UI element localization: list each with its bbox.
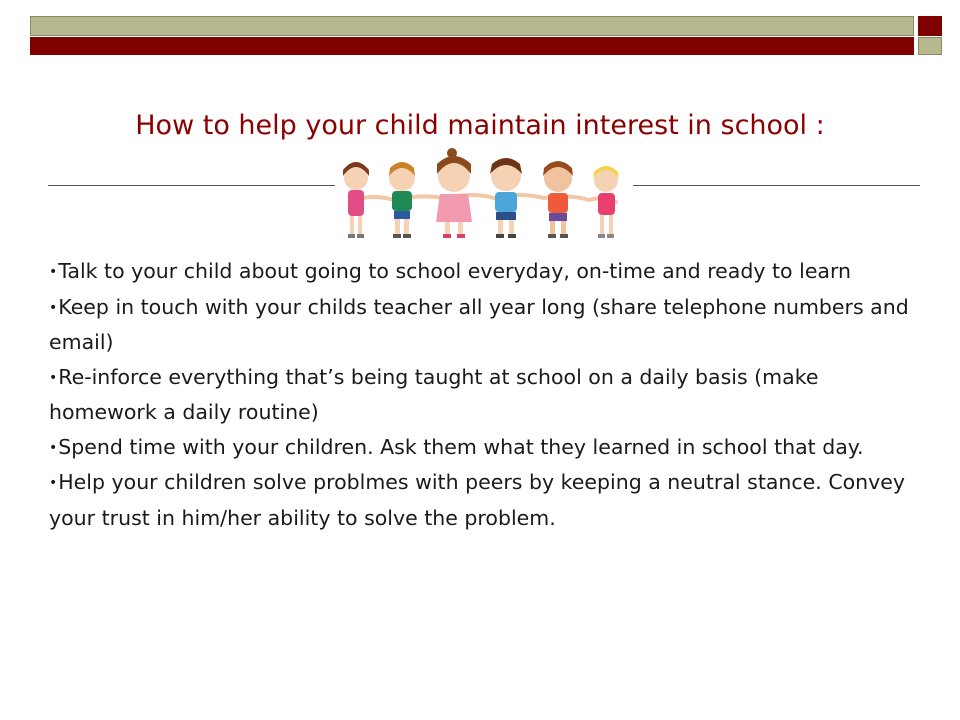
bullet-item: •Talk to your child about going to school everyday, on-time and ready to learn	[49, 259, 852, 283]
header-bar-olive	[30, 16, 914, 36]
bullet-dot-icon: •	[49, 439, 58, 456]
bullet-dot-icon: •	[49, 369, 58, 386]
bullet-list	[49, 254, 909, 535]
header-bar-maroon	[30, 37, 914, 55]
bullet-item: •Help your children solve problmes with peers by keeping a neutral stance. Convey your trust in him/her ability to solve the problem.	[49, 470, 906, 530]
child-figure	[436, 148, 472, 238]
bullet-dot-icon: •	[49, 475, 58, 491]
bullet-item: •Keep in touch with your childs teacher all year long (share telephone numbers and email)	[49, 294, 909, 354]
title-underline-right	[633, 185, 920, 186]
bullet-dot-icon: •	[49, 299, 58, 316]
header-square-olive	[918, 37, 942, 55]
bullet-dot-icon: •	[49, 264, 58, 280]
slide-title: How to help your child maintain interest in school :	[135, 110, 825, 141]
title-underline-left	[48, 185, 335, 186]
child-figure	[389, 162, 415, 238]
child-figure	[343, 162, 369, 238]
children-holding-hands-illustration	[334, 148, 634, 244]
bullet-item: •Re-inforce everything that’s being taught at school on a daily basis (make homework a daily routine)	[49, 364, 819, 424]
header-square-maroon	[918, 16, 942, 36]
bullet-item: •Spend time with your children. Ask them what they learned in school that day.	[49, 434, 864, 459]
